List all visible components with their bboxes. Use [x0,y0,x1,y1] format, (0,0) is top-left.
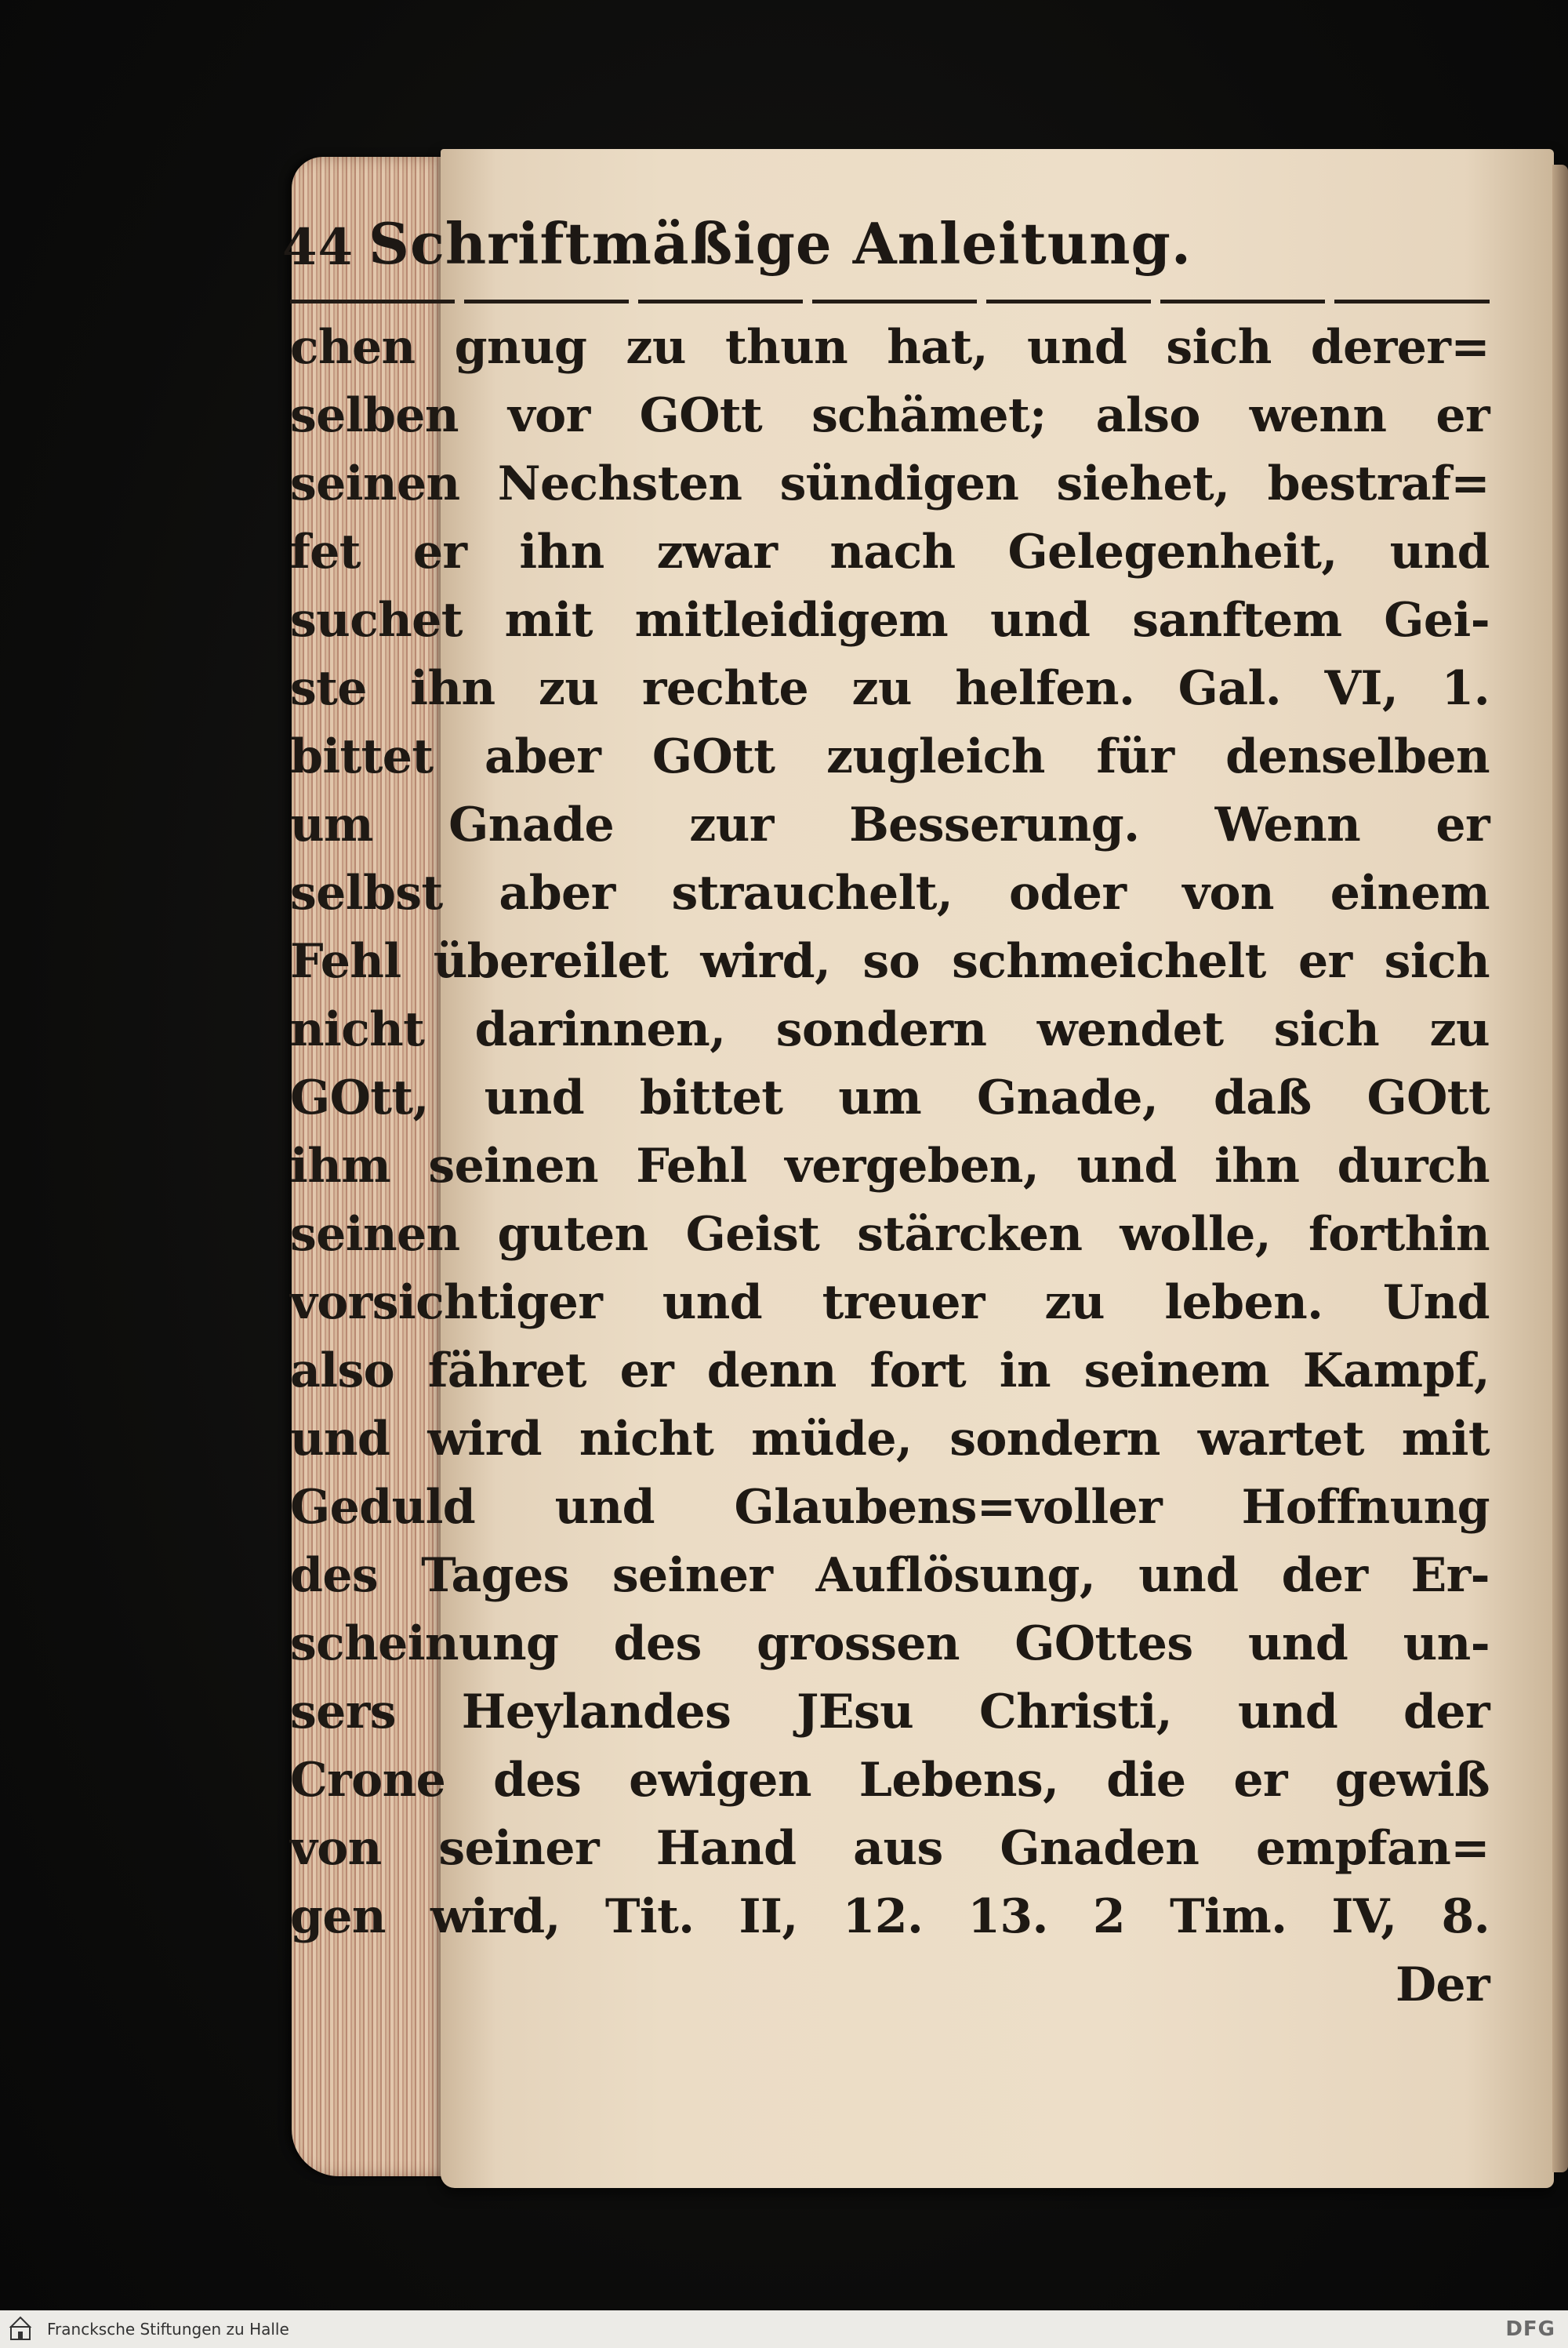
text-line: seinen Nechsten sündigen siehet, bestraf= [290,456,1490,511]
footer-bar [0,2310,1568,2348]
text-line: selben vor GOtt schämet; also wenn er [290,388,1490,443]
text-line: und wird nicht müde, sondern wartet mit [290,1412,1490,1467]
text-line: von seiner Hand aus Gnaden empfan= [290,1821,1490,1876]
text-line: ste ihn zu rechte zu helfen. Gal. VI, 1. [290,661,1490,716]
text-line: Crone des ewigen Lebens, die er gewiß [290,1753,1490,1808]
stiftungen-logo-icon [5,2313,36,2345]
text-line: selbst aber strauchelt, oder von einem [290,866,1490,921]
text-line: vorsichtiger und treuer zu leben. Und [290,1275,1490,1330]
page-number: 44 [282,218,354,277]
running-title: Schriftmäßige Anleitung. [368,210,1192,277]
text-line: Geduld und Glaubens=voller Hoffnung [290,1480,1490,1535]
text-line: also fähret er denn fort in seinem Kampf, [290,1343,1490,1398]
text-line: sers Heylandes JEsu Christi, und der [290,1685,1490,1739]
head-rule [290,300,1490,303]
text-line: ihm seinen Fehl vergeben, und ihn durch [290,1139,1490,1194]
text-line: nicht darinnen, sondern wendet sich zu [290,1002,1490,1057]
text-line: gen wird, Tit. II, 12. 13. 2 Tim. IV, 8. [290,1889,1490,1944]
institution-label: Francksche Stiftungen zu Halle [47,2320,289,2339]
text-line: um Gnade zur Besserung. Wenn er [290,798,1490,852]
catchword: Der [1395,1957,1490,2012]
text-line: bittet aber GOtt zugleich für denselben [290,729,1490,784]
text-line: scheinung des grossen GOttes und un- [290,1616,1490,1671]
text-line: Fehl übereilet wird, so schmeichelt er sich [290,934,1490,989]
text-line: des Tages seiner Auflösung, und der Er- [290,1548,1490,1603]
running-head [282,210,1482,296]
body-text [290,314,1490,2019]
text-line: fet er ihn zwar nach Gelegenheit, und [290,525,1490,580]
text-line: chen gnug zu thun hat, und sich derer= [290,320,1490,375]
text-line: seinen guten Geist stärcken wolle, forthin [290,1207,1490,1262]
text-line: GOtt, und bittet um Gnade, daß GOtt [290,1070,1490,1125]
dfg-badge: DFG [1505,2317,1555,2341]
text-line: suchet mit mitleidigem und sanftem Gei- [290,593,1490,648]
